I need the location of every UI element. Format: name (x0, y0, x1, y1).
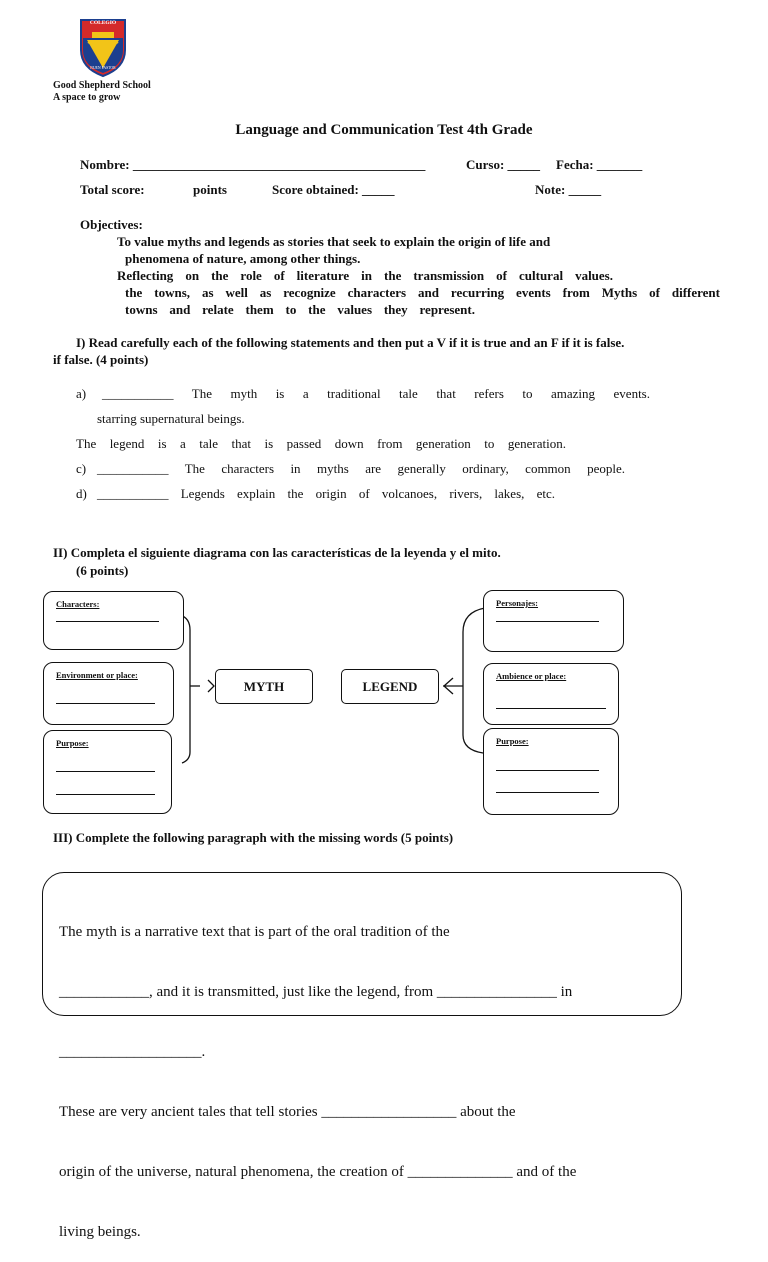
answer-line (56, 621, 159, 622)
legend-box: LEGEND (341, 669, 439, 704)
objectives-heading: Objectives: (80, 217, 143, 232)
item-d-text[interactable]: ___________ Legends explain the origin of volcanoes, rivers, lakes, etc. (97, 486, 555, 501)
environment-box[interactable] (43, 662, 174, 725)
answer-line (496, 708, 606, 709)
paragraph-line: ___________________. (59, 1044, 206, 1060)
personajes-box[interactable] (483, 590, 624, 652)
logo-bottom-text: BUEN PASTOR (90, 66, 116, 70)
paragraph-line: living beings. (59, 1224, 141, 1240)
school-motto: A space to grow (53, 92, 121, 103)
logo-top-text: COLEGIO (89, 20, 117, 26)
answer-line (56, 703, 155, 704)
section-3-heading: III) Complete the following paragraph with the missing words (5 points) (53, 830, 454, 845)
section-2-heading: II) Completa el siguiente diagrama con las características de la leyenda y el mito. (53, 545, 501, 560)
item-a-continuation: starring supernatural beings. (97, 411, 245, 426)
item-c-text[interactable]: ___________ The characters in myths are generally ordinary, common people. (97, 461, 625, 476)
purpose-label-left: Purpose: (56, 738, 89, 748)
objective-2-line-2: the towns, as well as recognize characters and recurring events from Myths of different (125, 285, 720, 300)
item-a-label: a) (76, 386, 87, 401)
myth-box: MYTH (215, 669, 313, 704)
item-c-label: c) (76, 461, 87, 476)
objective-1-line-2: phenomena of nature, among other things. (125, 251, 361, 266)
ambience-box[interactable] (483, 663, 619, 725)
item-a-text[interactable]: ___________ The myth is a traditional tale that refers to amazing events. (102, 386, 650, 401)
purpose-box-right[interactable] (483, 728, 619, 815)
paragraph-line: origin of the universe, natural phenomena, the creation of ______________ and of the (59, 1164, 577, 1180)
personajes-label: Personajes: (496, 598, 539, 608)
total-score-label: Total score: (80, 182, 145, 197)
answer-line (56, 794, 155, 795)
item-d-label: d) (76, 486, 87, 501)
objective-2-line-1: Reflecting on the role of literature in the transmission of cultural values. (117, 268, 613, 283)
paragraph-line: The myth is a narrative text that is part of the oral tradition of the (59, 924, 450, 940)
curso-field[interactable]: Curso: _____ (466, 157, 541, 172)
item-b-text: The legend is a tale that is passed down from generation to generation. (76, 436, 566, 451)
answer-line (496, 792, 599, 793)
answer-line (496, 621, 599, 622)
objective-2-line-3: towns and relate them to the values they represent. (125, 302, 475, 317)
paragraph-text[interactable] (59, 882, 664, 1262)
test-title: Language and Communication Test 4th Grade (235, 122, 533, 138)
section-1-heading: I) Read carefully each of the following statements and then put a V if it is true and an F if it is false. (76, 335, 625, 350)
answer-line (56, 771, 155, 772)
points-label: points (193, 182, 227, 197)
paragraph-line: ____________, and it is transmitted, just like the legend, from ________________ in (59, 984, 573, 1000)
section-1-heading-cont: if false. (4 points) (53, 352, 149, 367)
section-2-points: (6 points) (76, 563, 129, 578)
purpose-box-left[interactable] (43, 730, 172, 814)
score-obtained-field[interactable]: Score obtained: _____ (272, 182, 395, 197)
paragraph-line: These are very ancient tales that tell stories __________________ about the (59, 1104, 516, 1120)
nombre-field[interactable]: Nombre: _____________________________________________ (80, 157, 426, 172)
school-name: Good Shepherd School (53, 80, 151, 91)
answer-line (496, 770, 599, 771)
characters-box[interactable] (43, 591, 184, 650)
note-field[interactable]: Note: _____ (535, 182, 602, 197)
fecha-field[interactable]: Fecha: _______ (556, 157, 643, 172)
purpose-label-right: Purpose: (496, 736, 529, 746)
objective-1-line-1: To value myths and legends as stories that seek to explain the origin of life and (117, 234, 551, 249)
environment-label: Environment or place: (56, 670, 138, 680)
characters-label: Characters: (56, 599, 100, 609)
ambience-label: Ambience or place: (496, 671, 567, 681)
